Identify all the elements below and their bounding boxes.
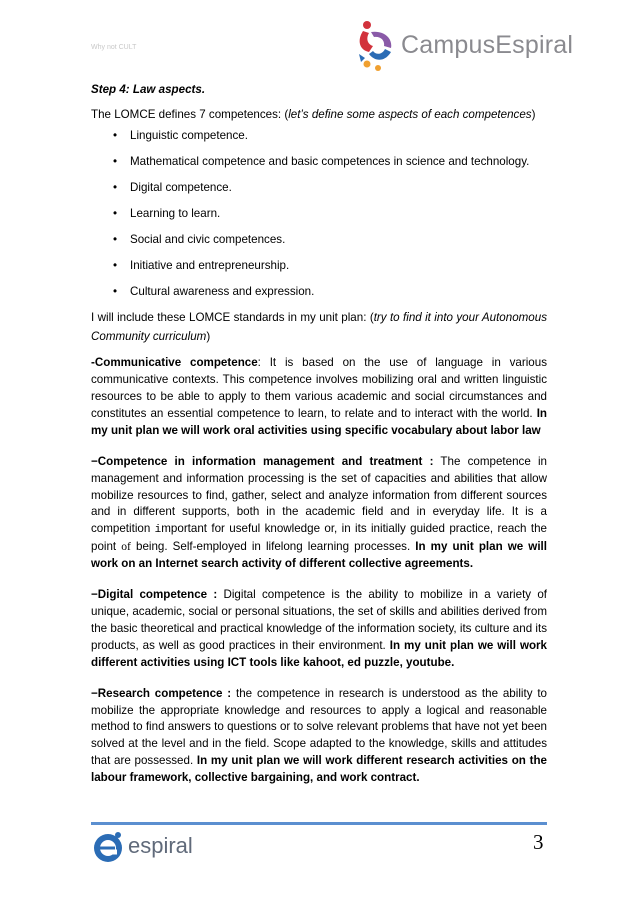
research-paragraph	[91, 686, 547, 787]
information-text-2: mportant for useful knowledge or, in its initially guided practice, reach the point	[91, 522, 547, 554]
information-mono-letter: i	[154, 524, 162, 537]
spiral-logo-icon	[355, 18, 403, 72]
document-body	[91, 82, 547, 801]
research-plan: In my unit plan we will work different research activities on the labour framework, collective bargaining, and work contract.	[91, 754, 547, 785]
campus-espiral-wordmark: CampusEspiral	[401, 31, 574, 59]
list-item	[91, 206, 547, 232]
communicative-plan: In my unit plan we will work oral activities using specific vocabulary about labor law	[91, 406, 547, 437]
espiral-wordmark: espiral	[128, 833, 193, 858]
footer-divider	[91, 822, 547, 825]
bullet-icon: •	[113, 181, 118, 195]
competences-list	[91, 128, 547, 310]
intro-close: )	[531, 107, 536, 121]
digital-paragraph	[91, 587, 547, 672]
header-note: Why not CULT	[91, 44, 137, 51]
research-heading: −Research competence :	[91, 686, 232, 700]
information-plan: In my unit plan we will work on an Internet search activity of different collective agreements.	[91, 540, 547, 571]
information-heading: −Competence in information management and treatment :	[91, 454, 434, 468]
digital-text: Digital competence is the ability to mobilize in a variety of unique, academic, social or personal situations, the set of skills and abilities derived from the basic theoretical and practical knowledge of the information society, its culture and its products, as well as good practices in their environment.	[91, 588, 548, 652]
communicative-text: : It is based on the use of language in various communicative contexts. This competence involves mobilizing oral and written linguistic resources to be able to apply to them various academic and social circumstances and constitutes an essential competence to learn, to relate and to interact with the world.	[91, 356, 547, 420]
intro-paragraph	[91, 107, 547, 123]
bullet-icon: •	[113, 155, 118, 169]
communicative-paragraph	[91, 355, 547, 440]
include-paragraph	[91, 308, 547, 346]
list-item-text: Linguistic competence.	[130, 129, 248, 143]
list-item	[91, 128, 547, 154]
digital-heading: −Digital competence :	[91, 588, 218, 602]
include-text: I will include these LOMCE standards in my unit plan: (	[91, 311, 374, 325]
list-item	[91, 232, 547, 258]
list-item-text: Learning to learn.	[130, 207, 221, 221]
list-item	[91, 154, 547, 180]
list-item-text: Cultural awareness and expression.	[130, 285, 315, 299]
list-item-text: Mathematical competence and basic competences in science and technology.	[130, 155, 530, 169]
information-serif-word: of	[121, 540, 131, 554]
bullet-icon: •	[113, 259, 118, 273]
digital-plan: In my unit plan we will work different activities using ICT tools like kahoot, ed puzzle, youtube.	[91, 638, 548, 669]
research-text: the competence in research is understood as the ability to mobilize the appropriate knowledge and resources to apply a logical and reasonable method to find answers to questions or to solve relevant problems that have not yet been solved at the level and in the field. Scope adapted to the knowledge, skills and attitudes that are possessed.	[91, 686, 547, 768]
page-number: 3	[533, 830, 544, 854]
information-text: The competence in management and information processing is the set of capacities and abilities that allow mobilize resources to find, gather, select and analyze information from different sources and in different supports, both in the academic field and in everyday life. It is a competition	[91, 454, 547, 536]
list-item	[91, 284, 547, 310]
list-item-text: Initiative and entrepreneurship.	[130, 259, 290, 273]
bullet-icon: •	[113, 233, 118, 247]
step-title: Step 4: Law aspects.	[91, 83, 206, 96]
communicative-heading: -Communicative competence	[91, 356, 258, 370]
bullet-icon: •	[113, 207, 118, 221]
list-item	[91, 258, 547, 284]
information-text-3: being. Self-employed in lifelong learning processes.	[130, 540, 416, 554]
bullet-icon: •	[113, 285, 118, 299]
list-item-text: Digital competence.	[130, 181, 232, 195]
list-item-text: Social and civic competences.	[130, 233, 286, 247]
include-italic-text: try to find it into your Autonomous Community curriculum	[91, 311, 548, 344]
campus-espiral-logo	[355, 18, 600, 74]
intro-text: The LOMCE defines 7 competences: (	[91, 107, 289, 121]
bullet-icon: •	[113, 129, 118, 143]
include-close: )	[206, 330, 211, 344]
espiral-footer-logo	[91, 829, 201, 863]
information-paragraph	[91, 454, 547, 573]
list-item	[91, 180, 547, 206]
intro-italic-text: let’s define some aspects of each competences	[288, 107, 532, 121]
espiral-e-logo-icon	[91, 829, 125, 863]
